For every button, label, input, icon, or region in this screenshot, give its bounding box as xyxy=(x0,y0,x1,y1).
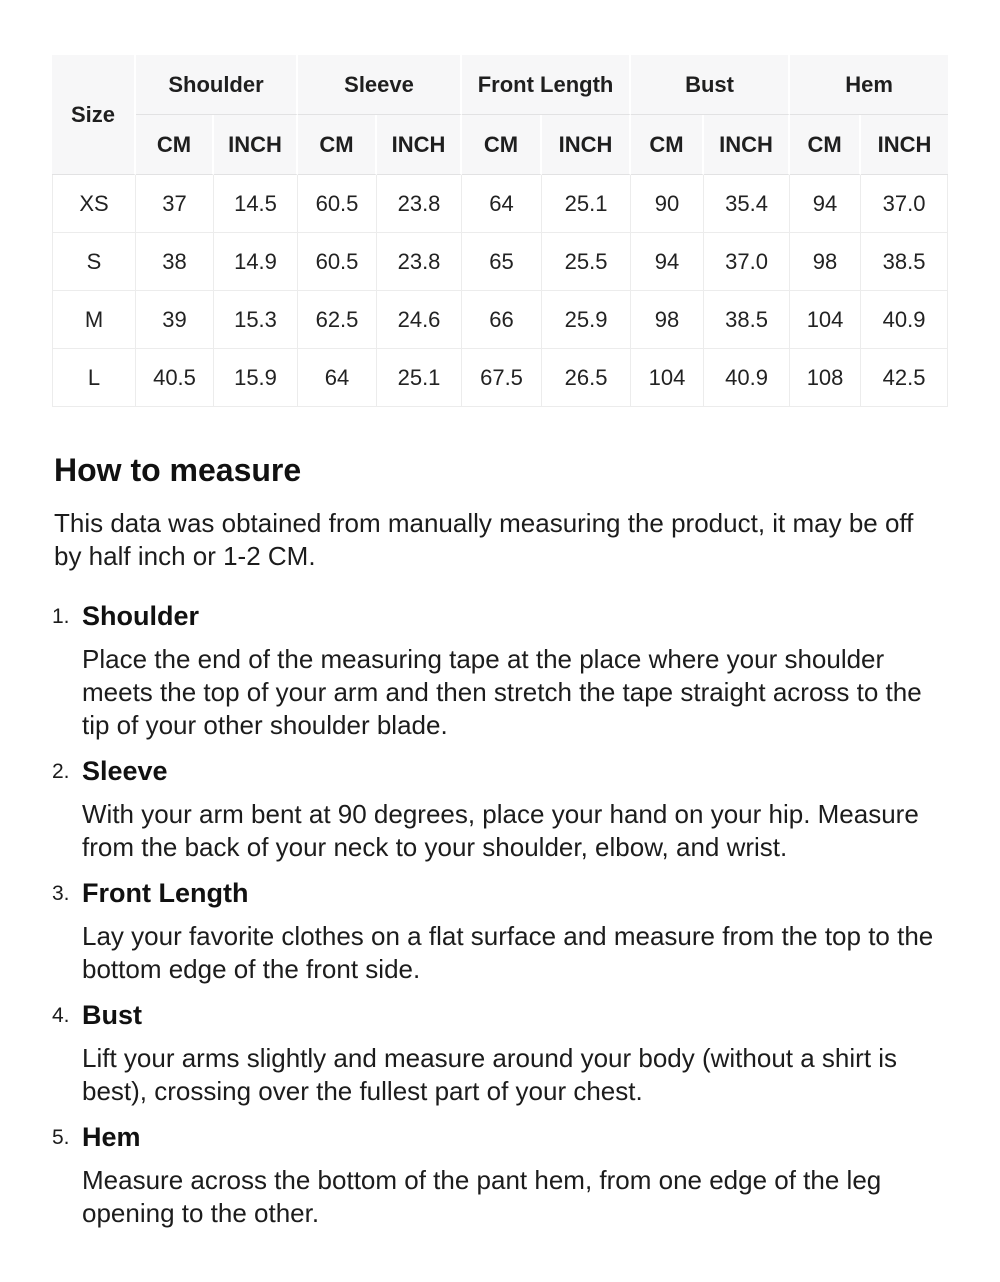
col-header-sleeve: Sleeve xyxy=(298,55,462,115)
measurement-cell: 25.9 xyxy=(542,291,631,349)
measurement-cell: 25.5 xyxy=(542,233,631,291)
measurement-cell: 90 xyxy=(631,175,704,233)
step-description: Place the end of the measuring tape at the place where your shoulder meets the top of your arm and then stretch the tape straight across to the tip of your other shoulder blade. xyxy=(82,644,922,740)
unit-header-sleeve-inch: INCH xyxy=(377,115,462,175)
size-chart-table xyxy=(52,55,948,407)
step-number: 5. xyxy=(52,1126,70,1149)
unit-header-bust-cm: CM xyxy=(631,115,704,175)
step-description: Lift your arms slightly and measure around your body (without a shirt is best), crossing over the fullest part of your chest. xyxy=(82,1043,898,1106)
measurement-cell: 40.5 xyxy=(136,349,214,407)
measurement-cell: 15.9 xyxy=(214,349,298,407)
measurement-cell: 38.5 xyxy=(861,233,948,291)
measure-steps-list xyxy=(52,599,948,1230)
measurement-cell: 66 xyxy=(462,291,542,349)
measurement-cell: 25.1 xyxy=(377,349,462,407)
measurement-cell: 15.3 xyxy=(214,291,298,349)
step-title: Bust xyxy=(82,1000,142,1030)
step-content xyxy=(82,1120,948,1230)
measure-step-shoulder xyxy=(52,599,948,742)
measurement-cell: 60.5 xyxy=(298,175,377,233)
measurement-cell: 37 xyxy=(136,175,214,233)
unit-header-front-length-cm: CM xyxy=(462,115,542,175)
col-header-front-length: Front Length xyxy=(462,55,631,115)
step-title: Sleeve xyxy=(82,756,168,786)
measure-step-bust xyxy=(52,998,948,1108)
size-chart-body xyxy=(52,175,948,407)
header-unit-row xyxy=(52,115,948,175)
step-number: 2. xyxy=(52,760,70,783)
size-cell: L xyxy=(52,349,136,407)
step-content xyxy=(82,599,948,742)
measurement-cell: 104 xyxy=(631,349,704,407)
col-header-size: Size xyxy=(52,55,136,175)
measurement-cell: 14.5 xyxy=(214,175,298,233)
step-title: Hem xyxy=(82,1122,141,1152)
step-title: Front Length xyxy=(82,878,249,908)
measurement-cell: 24.6 xyxy=(377,291,462,349)
col-header-shoulder: Shoulder xyxy=(136,55,298,115)
how-to-measure-heading: How to measure xyxy=(54,452,302,488)
measurement-cell: 40.9 xyxy=(861,291,948,349)
measurement-cell: 37.0 xyxy=(704,233,790,291)
header-group-row xyxy=(52,55,948,115)
step-description: Measure across the bottom of the pant hem, from one edge of the leg opening to the other. xyxy=(82,1165,882,1228)
measurement-cell: 25.1 xyxy=(542,175,631,233)
measurement-cell: 64 xyxy=(298,349,377,407)
measurement-cell: 14.9 xyxy=(214,233,298,291)
size-row-s xyxy=(52,233,948,291)
measurement-cell: 26.5 xyxy=(542,349,631,407)
col-header-bust: Bust xyxy=(631,55,790,115)
unit-header-sleeve-cm: CM xyxy=(298,115,377,175)
size-cell: XS xyxy=(52,175,136,233)
measurement-cell: 39 xyxy=(136,291,214,349)
measurement-cell: 64 xyxy=(462,175,542,233)
step-description: Lay your favorite clothes on a flat surface and measure from the top to the bottom edge of the front side. xyxy=(82,921,934,984)
step-description: With your arm bent at 90 degrees, place your hand on your hip. Measure from the back of your neck to your shoulder, elbow, and wrist. xyxy=(82,799,919,862)
size-cell: M xyxy=(52,291,136,349)
measurement-cell: 60.5 xyxy=(298,233,377,291)
measurement-cell: 94 xyxy=(790,175,861,233)
measurement-cell: 42.5 xyxy=(861,349,948,407)
size-chart-header xyxy=(52,55,948,175)
measurement-cell: 23.8 xyxy=(377,175,462,233)
unit-header-hem-inch: INCH xyxy=(861,115,948,175)
col-header-hem: Hem xyxy=(790,55,948,115)
unit-header-shoulder-inch: INCH xyxy=(214,115,298,175)
measurement-cell: 38.5 xyxy=(704,291,790,349)
measurement-cell: 98 xyxy=(631,291,704,349)
measurement-cell: 108 xyxy=(790,349,861,407)
step-number: 4. xyxy=(52,1004,70,1027)
measurement-cell: 104 xyxy=(790,291,861,349)
measurement-cell: 40.9 xyxy=(704,349,790,407)
measure-step-sleeve xyxy=(52,754,948,864)
step-content xyxy=(82,876,948,986)
measure-step-hem xyxy=(52,1120,948,1230)
measurement-cell: 98 xyxy=(790,233,861,291)
measurement-cell: 62.5 xyxy=(298,291,377,349)
measure-step-front-length xyxy=(52,876,948,986)
measurement-cell: 38 xyxy=(136,233,214,291)
measurement-cell: 35.4 xyxy=(704,175,790,233)
measurement-cell: 65 xyxy=(462,233,542,291)
step-title: Shoulder xyxy=(82,601,200,631)
measure-disclaimer-text: This data was obtained from manually measuring the product, it may be off by half inch or 1-2 CM. xyxy=(54,508,914,571)
size-row-m xyxy=(52,291,948,349)
measurement-cell: 94 xyxy=(631,233,704,291)
step-content xyxy=(82,754,948,864)
step-content xyxy=(82,998,948,1108)
unit-header-hem-cm: CM xyxy=(790,115,861,175)
size-row-l xyxy=(52,349,948,407)
unit-header-shoulder-cm: CM xyxy=(136,115,214,175)
measurement-cell: 67.5 xyxy=(462,349,542,407)
unit-header-front-length-inch: INCH xyxy=(542,115,631,175)
unit-header-bust-inch: INCH xyxy=(704,115,790,175)
step-number: 1. xyxy=(52,605,70,628)
measurement-cell: 23.8 xyxy=(377,233,462,291)
step-number: 3. xyxy=(52,882,70,905)
measurement-cell: 37.0 xyxy=(861,175,948,233)
size-row-xs xyxy=(52,175,948,233)
size-cell: S xyxy=(52,233,136,291)
